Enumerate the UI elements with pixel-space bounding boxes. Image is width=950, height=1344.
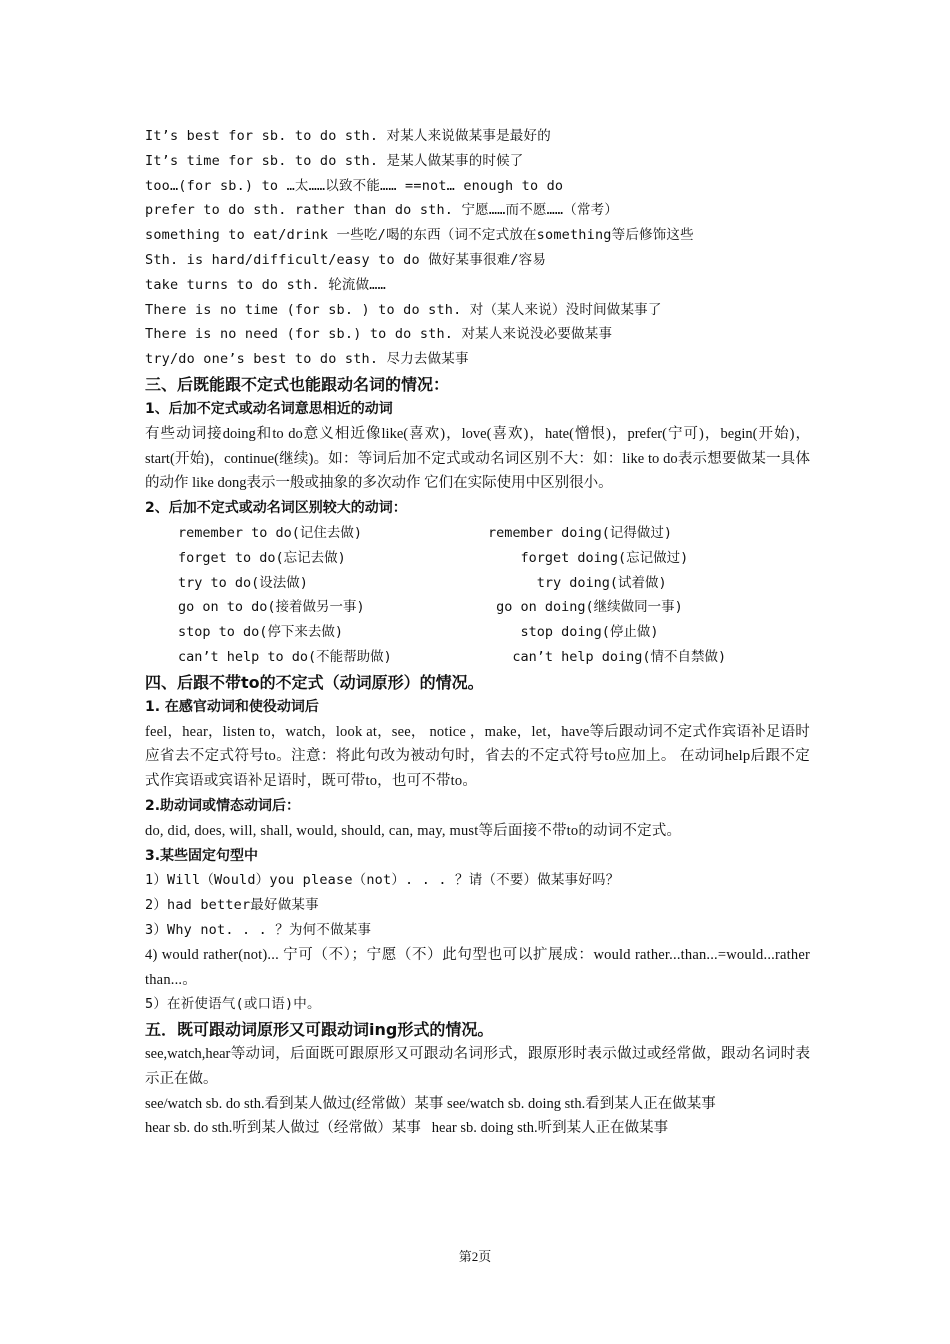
verb-pair-row [145,595,810,620]
verb-pair-right: try doing(试着做) [488,574,667,591]
section-heading: 五．既可跟动词原形又可跟动词ing形式的情况。 [145,1020,494,1040]
verb-pair-right: remember doing(记得做过) [488,524,673,541]
verb-pair-right: can’t help doing(情不自禁做) [488,648,727,665]
verb-pair-left: go on to do(接着做另一事) [178,599,365,616]
subsection-heading: 1、后加不定式或动名词意思相近的动词 [145,400,393,417]
document-page [145,124,810,1141]
text-line: It’s time for sb. to do sth. 是某人做某事的时候了 [145,152,524,169]
text-line: There is no time (for sb. ) to do sth. 对（某人来说）没时间做某事了 [145,301,662,318]
verb-pair-left: forget to do(忘记去做) [178,549,346,566]
text-line: There is no need (for sb.) to do sth. 对某人来说没必要做某事 [145,326,613,343]
paragraph: feel，hear，listen to，watch，look at，see， notice ，make，let，have等后跟动词不定式作宾语补足语时应省去不定式符号to。注意：将此句改为被动句时，省去的不定式符号to应加上。 在动词help后跟不定式作宾语或宾语补足语时，既可带to，也可不带to。 [145,723,810,790]
verb-pair-row [145,546,810,571]
subsection-heading: 2.助动词或情态动词后： [145,797,301,814]
verb-pair-left: try to do(设法做) [178,574,308,591]
text-line: see/watch sb. do sth.看到某人做过(经常做）某事 see/watch sb. doing sth.看到某人正在做某事 [145,1095,716,1112]
section-heading: 三、后既能跟不定式也能跟动名词的情况： [145,374,450,394]
text-line: too…(for sb.) to …太……以致不能…… ==not… enough to do [145,177,564,194]
section-heading: 四、后跟不带to的不定式（动词原形）的情况。 [145,672,484,692]
text-line: hear sb. do sth.听到某人做过（经常做）某事 hear sb. doing sth.听到某人正在做某事 [145,1120,669,1137]
verb-pair-left: remember to do(记住去做) [178,524,363,541]
subsection-heading: 3.某些固定句型中 [145,847,259,864]
page-number: 第2页 [458,1249,492,1264]
text-line: It’s best for sb. to do sth. 对某人来说做某事是最好的 [145,128,551,144]
paragraph: see,watch,hear等动词，后面既可跟原形又可跟动名词形式，跟原形时表示做过或经常做，跟动名词时表示正在做。 [145,1046,810,1087]
list-item: 4) would rather(not)... 宁可（不）；宁愿（不）此句型也可以扩展成：would rather...than...=would...rather than...。 [145,946,810,988]
verb-pair-row [145,521,810,546]
list-item: 3）Why not. . . ？为何不做某事 [145,921,372,938]
verb-pair-left: stop to do(停下来去做) [178,624,344,641]
verb-pair-right: stop doing(停止做) [488,624,659,641]
text-line: try/do one’s best to do sth. 尽力去做某事 [145,351,469,368]
verb-pair-left: can’t help to do(不能帮助做) [178,648,392,665]
paragraph: do, did, does, will, shall, would, should, can, may, must等后面接不带to的动词不定式。 [145,822,682,839]
text-line: prefer to do sth. rather than do sth. 宁愿……而不愿……（常考） [145,202,619,219]
list-item: 1）Will（Would）you please（not）. . . ？请（不要）做某事好吗？ [145,872,620,889]
list-item: 5）在祈使语气(或口语)中。 [145,996,321,1013]
subsection-heading: 1. 在感官动词和使役动词后 [145,698,319,715]
list-item: 2）had better最好做某事 [145,897,319,914]
verb-pair-right: go on doing(继续做同一事) [488,599,683,616]
verb-pair-row [145,571,810,596]
verb-pair-right: forget doing(忘记做过) [488,549,689,566]
paragraph: 有些动词接doing和to do意义相近像like(喜欢)，love(喜欢)，hate(憎恨)，prefer(宁可)，begin(开始)，start(开始)，continue(继续)。如：等词后加不定式或动名词区别不大：如：like to do表示想要做某一具体的动作 like dong表示一般或抽象的多次动作 它们在实际使用中区别很小。 [145,425,810,492]
subsection-heading: 2、后加不定式或动名词区别较大的动词： [145,500,407,517]
text-line: Sth. is hard/difficult/easy to do 做好某事很难/容易 [145,251,547,268]
text-line: something to eat/drink 一些吃/喝的东西（词不定式放在something等后修饰这些 [145,227,694,244]
verb-pair-row [145,645,810,670]
verb-pair-row [145,620,810,645]
text-line: take turns to do sth. 轮流做…… [145,276,386,293]
